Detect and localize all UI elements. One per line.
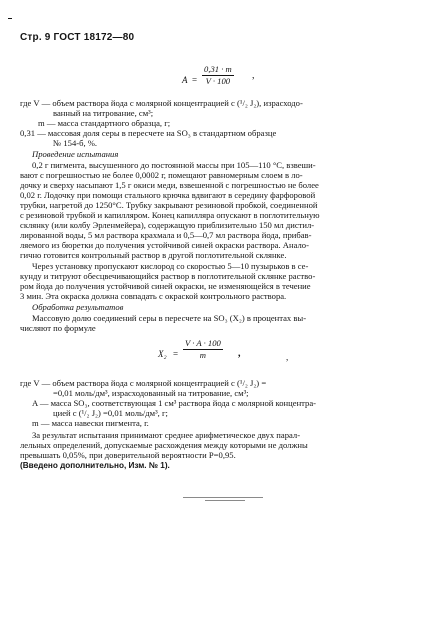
formula-2-eq: =	[173, 349, 179, 359]
conclusion-line: лельных определений, допускаемые расхождения между которыми не должны	[20, 440, 308, 450]
page-header: Стр. 9 ГОСТ 18172—80	[20, 32, 135, 43]
definition-v-cont: ванный на титрование, см³;	[53, 108, 154, 118]
definition-v2: где V — объем раствора йода с молярной концентрацией с (¹/₂ J₂) =	[20, 378, 267, 388]
bottom-rule-short	[205, 500, 245, 501]
conduct-line: гично готовится контрольный раствор в другой поглотительной склянке.	[20, 250, 287, 260]
definition-v2-cont: =0,01 моль/дм³, израсходованный на титрование, см³;	[53, 388, 249, 398]
conduct-line: с резиновой трубкой и капилляром. Конец капилляра опускают в поглотительную	[20, 210, 320, 220]
formula-1-fraction	[202, 64, 234, 87]
definition-a-cont: цией с (¹/₂ J₂) =0,01 моль/дм³, г;	[53, 408, 168, 418]
conduct-line: склянку (или колбу Эрленмейера), содержащую приблизительно 150 мл дистил-	[20, 220, 315, 230]
conduct-line: лированной воды, 5 мл раствора крахмала и 0,5—0,7 мл раствора йода, прибав-	[20, 230, 312, 240]
definition-031: 0,31 — массовая доля серы в пересчете на SO₃ в стандартном образце	[20, 128, 277, 138]
formula-2-lhs: X₂	[158, 349, 167, 359]
conduct-line: трубки, нагретой до 1250°С. Трубку закрывают резиновой пробкой, соединенной	[20, 200, 318, 210]
definition-m: m — масса стандартного образца, г;	[38, 118, 171, 128]
conduct-line: 0,02 г. Лодочку при помощи стального крючка вдвигают в середину фарфоровой	[20, 190, 316, 200]
conduct-line: 0,2 г пигмента, высушенного до постоянной массы при 105—110 °С, взвеши-	[32, 160, 316, 170]
formula-1-lhs: A	[182, 75, 188, 85]
corner-mark	[8, 18, 12, 19]
conclusion-line: превышать 0,05%, при доверительной вероятности P=0,95.	[20, 450, 236, 460]
conduct-line: кунду и титруют обесцвечивающийся раствор в поглотительной склянке раство-	[20, 271, 316, 281]
formula-2-fraction	[183, 338, 223, 361]
results-line: числяют по формуле	[20, 323, 96, 333]
formula-1-comma: ,	[252, 70, 255, 81]
conduct-line: 3 мин. Эта окраска должна совпадать с окраской контрольного раствора.	[20, 291, 287, 301]
results-line: Массовую долю соединений серы в пересчете на SO₃ (X₂) в процентах вы-	[32, 313, 307, 323]
formula-1-eq: =	[192, 75, 198, 85]
conclusion-line: За результат испытания принимают среднее арифметическое двух парал-	[32, 430, 301, 440]
conduct-line: дочку и сверху насыпают 1,5 г окиси меди, взвешенной с погрешностью не более	[20, 180, 319, 190]
definition-a: A — масса SO₃, соответствующая 1 см³ раствора йода с молярной концентра-	[32, 398, 316, 408]
formula-2-denominator: m	[199, 350, 207, 360]
definition-m2: m — масса навески пигмента, г.	[32, 418, 149, 428]
formula-1-numerator: 0,31 · m	[204, 64, 232, 74]
conduct-line: Через установку пропускают кислород со скоростью 5—10 пузырьков в се-	[32, 261, 309, 271]
conduct-line: вают с погрешностью не более 0,0002 г, помещают равномерным слоем в ло-	[20, 170, 303, 180]
bottom-rule	[183, 497, 263, 498]
formula-1-denominator: V · 100	[205, 76, 231, 86]
amendment-note: (Введено дополнительно, Изм. № 1).	[20, 461, 170, 470]
formula-2-trailing-comma: ,	[286, 352, 289, 362]
formula-2-numerator: V · A · 100	[185, 338, 221, 348]
conduct-line: ром йода до получения устойчивой синей окраски, не изменяющейся в течение	[20, 281, 311, 291]
definition-031-cont: № 154-б, %.	[53, 138, 98, 148]
conduct-line: ляемого из бюретки до получения устойчивой синей окраски раствора. Анало-	[20, 240, 309, 250]
section-title-conduct: Проведение испытания	[32, 149, 119, 159]
formula-2-comma: ,	[238, 348, 241, 359]
section-title-results: Обработка результатов	[32, 302, 124, 312]
definition-v: где V — объем раствора йода с молярной концентрацией с (¹/₂ J₂), израсходо-	[20, 98, 303, 108]
